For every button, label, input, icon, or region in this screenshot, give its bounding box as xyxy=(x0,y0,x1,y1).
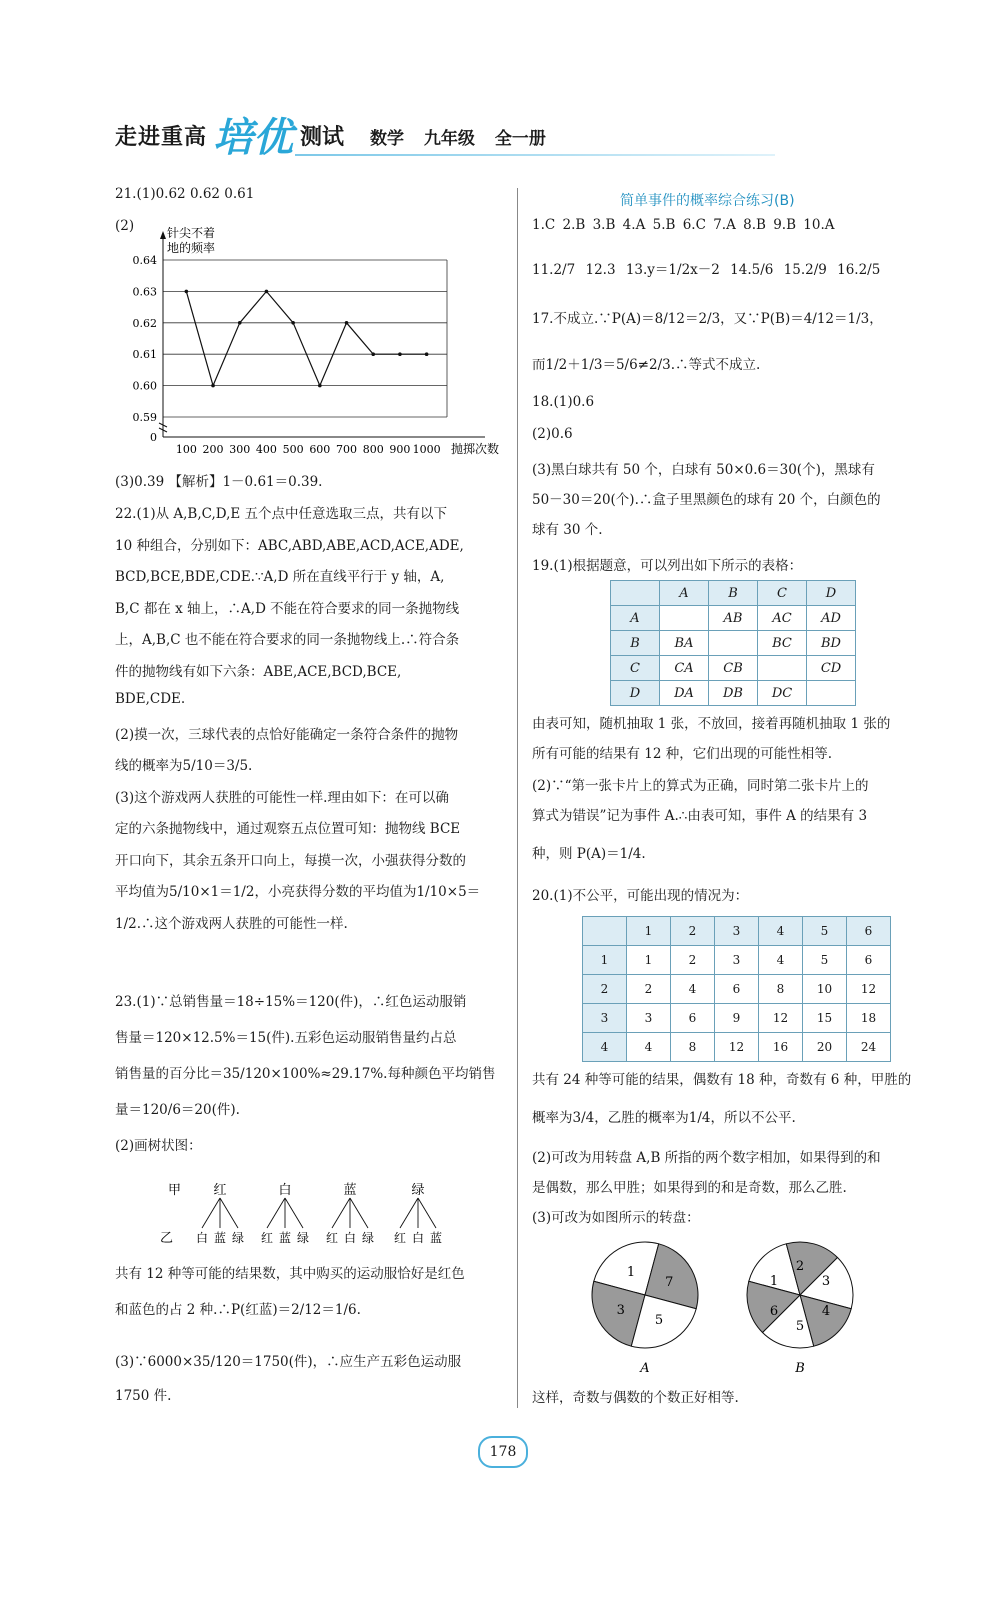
data-point xyxy=(185,290,189,294)
table19-cell: C xyxy=(611,656,660,681)
table20-cell: 6 xyxy=(671,1004,715,1033)
x-tick-label: 800 xyxy=(362,443,384,456)
tree-branch xyxy=(285,1198,303,1228)
q20-text3: (2)可改为用转盘 A,B 所指的两个数字相加，如果得到的和 xyxy=(532,1150,881,1166)
tree-child-node: 白 xyxy=(195,1231,209,1245)
table20-cell: 2 xyxy=(627,975,671,1004)
spinner-b-number: 2 xyxy=(795,1259,805,1274)
data-point xyxy=(291,321,295,325)
q23-line-8: (3)∵6000×35/120＝1750(件)，∴应生产五彩色运动服 xyxy=(115,1354,462,1370)
spinner-a-number: 3 xyxy=(616,1303,625,1318)
table19-cell: AB xyxy=(709,606,758,631)
q21-part3: (3)0.39 【解析】1－0.61＝0.39. xyxy=(115,474,323,490)
data-point xyxy=(318,384,322,388)
x-tick-label: 100 xyxy=(175,443,197,456)
data-point xyxy=(425,352,429,356)
table19-cell: DB xyxy=(709,681,758,706)
table20-cell: 3 xyxy=(583,1004,627,1033)
tree-parent-node: 绿 xyxy=(411,1183,425,1198)
table19-cell: AC xyxy=(758,606,807,631)
y-tick-label: 0.60 xyxy=(132,379,157,393)
table20-cell: 8 xyxy=(759,975,803,1004)
table19-cell: B xyxy=(611,631,660,656)
q22-line-2: 10 种组合，分别如下：ABC,ABD,ABE,ACD,ACE,ADE, xyxy=(115,537,464,554)
table20-header-cell: 3 xyxy=(715,917,759,946)
q23-line-1: 23.(1)∵总销售量＝18÷15%＝120(件)，∴红色运动服销 xyxy=(115,994,467,1010)
q19-intro: 19.(1)根据题意，可以列出如下所示的表格： xyxy=(532,558,803,574)
table20-header-cell xyxy=(583,917,627,946)
x-tick-label: 400 xyxy=(255,443,277,456)
q18-line1: 18.(1)0.6 xyxy=(532,394,595,410)
header-title-part1: 走进重高 xyxy=(115,125,208,150)
table19-cell: CD xyxy=(807,656,856,681)
data-point xyxy=(238,321,242,325)
answers-row-1: 1.C 2.B 3.B 4.A 5.B 6.C 7.A 8.B 9.B 10.A xyxy=(532,217,835,233)
q23-line-7: 和蓝色的占 2 种.∴P(红蓝)＝2/12＝1/6. xyxy=(115,1302,361,1318)
spinner-a-label: A xyxy=(640,1361,650,1376)
tree-parent-node: 蓝 xyxy=(343,1183,357,1198)
table20-cell: 6 xyxy=(847,946,891,975)
y-tick-label: 0.61 xyxy=(132,348,157,362)
page-header xyxy=(115,112,775,162)
tree-child-node: 红 xyxy=(393,1231,407,1245)
frequency-line-chart xyxy=(115,225,505,465)
answers-row-2: 11.2/7 12.3 13.y＝1/2x－2 14.5/6 15.2/9 16.2/5 xyxy=(532,262,881,278)
tree-child-node: 红 xyxy=(325,1231,339,1245)
table19-cell: CB xyxy=(709,656,758,681)
tree-child-node: 绿 xyxy=(361,1231,375,1245)
table20-cell: 16 xyxy=(759,1033,803,1062)
tree-child-node: 白 xyxy=(411,1231,425,1245)
x-tick-label: 700 xyxy=(336,443,358,456)
q19-text4: 算式为错误”记为事件 A.∴由表可知，事件 A 的结果有 3 xyxy=(532,808,868,824)
q23-line-9: 1750 件. xyxy=(115,1388,172,1404)
tree-parent-node: 白 xyxy=(278,1183,292,1198)
table20-cell: 9 xyxy=(715,1004,759,1033)
q21-part2: (2) xyxy=(115,218,135,234)
table20-cell: 15 xyxy=(803,1004,847,1033)
table19-header-cell: B xyxy=(709,581,758,606)
q20-text2: 概率为3/4，乙胜的概率为1/4，所以不公平. xyxy=(532,1110,796,1126)
spinner-b-number: 6 xyxy=(769,1304,779,1319)
q22-line-11: 定的六条抛物线中，通过观察五点位置可知：抛物线 BCE xyxy=(115,821,461,837)
data-point xyxy=(398,352,402,356)
q22-line-10: (3)这个游戏两人获胜的可能性一样.理由如下：在可以确 xyxy=(115,789,449,806)
table20-cell: 20 xyxy=(803,1033,847,1062)
table20-header-cell: 1 xyxy=(627,917,671,946)
q23-line-3: 销售量的百分比＝35/120×100%≈29.17%.每种颜色平均销售 xyxy=(115,1066,496,1082)
q18-line4: 50－30＝20(个).∴盒子里黑颜色的球有 20 个，白颜色的 xyxy=(532,492,881,508)
q22-line-14: 1/2.∴这个游戏两人获胜的可能性一样. xyxy=(115,915,348,932)
q23-line-4: 量＝120/6＝20(件). xyxy=(115,1102,240,1118)
q22-line-13: 平均值为5/10×1＝1/2，小亮获得分数的平均值为1/10×5＝ xyxy=(115,884,481,900)
table20-cell: 18 xyxy=(847,1004,891,1033)
data-point xyxy=(265,290,269,294)
y-tick-label: 0.62 xyxy=(132,316,157,330)
tree-child-node: 蓝 xyxy=(213,1231,227,1245)
tree-child-node: 蓝 xyxy=(278,1231,292,1245)
tree-branch xyxy=(202,1198,220,1228)
y-axis-label-line2: 地的频率 xyxy=(167,241,216,255)
x-tick-label: 200 xyxy=(202,443,224,456)
q20-text4: 是偶数，那么甲胜；如果得到的和是奇数，那么乙胜. xyxy=(532,1180,847,1196)
x-tick-label: 900 xyxy=(389,443,411,456)
y-axis-label-line1: 针尖不着 xyxy=(167,226,216,240)
q20-text1: 共有 24 种等可能的结果，偶数有 18 种，奇数有 6 种，甲胜的 xyxy=(532,1072,912,1088)
spinner-b-number: 5 xyxy=(795,1319,805,1334)
tree-child-node: 绿 xyxy=(296,1231,310,1245)
tree-branch xyxy=(332,1198,350,1228)
tree-branch xyxy=(220,1198,238,1228)
tree-diagram xyxy=(160,1180,460,1250)
table19-cell: DC xyxy=(758,681,807,706)
table20-cell: 12 xyxy=(847,975,891,1004)
q17-line2: 而1/2＋1/3＝5/6≠2/3.∴等式不成立. xyxy=(532,357,761,373)
spinner-a-number: 1 xyxy=(626,1264,636,1280)
q23-line-6: 共有 12 种等可能的结果数，其中购买的运动服恰好是红色 xyxy=(115,1266,465,1282)
table20-cell: 3 xyxy=(715,946,759,975)
table20-cell: 10 xyxy=(803,975,847,1004)
q22-line-3: BCD,BCE,BDE,CDE.∵A,D 所在直线平行于 y 轴，A, xyxy=(115,569,445,585)
table19-cell: BA xyxy=(660,631,709,656)
spinner-a-number: 7 xyxy=(665,1275,674,1290)
table19-cell: DA xyxy=(660,681,709,706)
column-divider xyxy=(517,188,518,1408)
tree-branch xyxy=(350,1198,368,1228)
data-point xyxy=(371,352,375,356)
table19-cell: AD xyxy=(807,606,856,631)
y-tick-label: 0.63 xyxy=(132,285,157,299)
q22-line-6: 件的抛物线有如下六条：ABE,ACE,BCD,BCE, xyxy=(115,663,402,680)
x-tick-label: 1000 xyxy=(412,443,441,456)
table19-cell: D xyxy=(611,681,660,706)
table20-cell: 4 xyxy=(671,975,715,1004)
table19-cell: CA xyxy=(660,656,709,681)
spinner-b-number: 3 xyxy=(821,1274,831,1289)
q17-line1: 17.不成立.∵P(A)＝8/12＝2/3，又∵P(B)＝4/12＝1/3， xyxy=(532,311,883,327)
table20-cell: 4 xyxy=(759,946,803,975)
y-tick-label-zero: 0 xyxy=(150,431,157,444)
table19-cell: BD xyxy=(807,631,856,656)
tree-child-node: 白 xyxy=(343,1231,357,1245)
table19-cell xyxy=(709,631,758,656)
table20-cell: 24 xyxy=(847,1033,891,1062)
table20-cell: 2 xyxy=(671,946,715,975)
table20-cell: 1 xyxy=(627,946,671,975)
table20-header-cell: 2 xyxy=(671,917,715,946)
q22-line-1: 22.(1)从 A,B,C,D,E 五个点中任意选取三点，共有以下 xyxy=(115,506,448,522)
spinner-a-number: 5 xyxy=(654,1313,664,1329)
q19-text1: 由表可知，随机抽取 1 张，不放回，接着再随机抽取 1 张的 xyxy=(532,716,891,732)
frequency-line xyxy=(186,291,426,385)
table20-cell: 1 xyxy=(583,946,627,975)
table20-cell: 12 xyxy=(715,1033,759,1062)
table20-cell: 2 xyxy=(583,975,627,1004)
q22-line-8: (2)摸一次，三球代表的点恰好能确定一条符合条件的抛物 xyxy=(115,726,459,743)
data-point xyxy=(345,321,349,325)
header-underline xyxy=(295,154,775,156)
table20-cell: 5 xyxy=(803,946,847,975)
q22-line-9: 线的概率为5/10＝3/5. xyxy=(115,758,253,774)
q18-line2: (2)0.6 xyxy=(532,426,573,442)
q23-line-5: (2)画树状图： xyxy=(115,1138,202,1154)
table20-header-cell: 6 xyxy=(847,917,891,946)
q22-line-4: B,C 都在 x 轴上，∴A,D 不能在符合要求的同一条抛物线 xyxy=(115,600,460,617)
y-axis-arrow xyxy=(160,231,166,239)
header-title-part2: 培优 xyxy=(213,115,293,161)
table20-cell: 12 xyxy=(759,1004,803,1033)
y-tick-label: 0.64 xyxy=(132,254,157,267)
spinner-b-number: 4 xyxy=(821,1304,831,1319)
table19-header-cell: A xyxy=(660,581,709,606)
tree-row2-label: 乙 xyxy=(160,1231,174,1246)
q18-line3: (3)黑白球共有 50 个，白球有 50×0.6＝30(个)，黑球有 xyxy=(532,462,875,478)
table20-cell: 8 xyxy=(671,1033,715,1062)
table-20 xyxy=(582,916,891,1062)
tree-child-node: 绿 xyxy=(231,1231,245,1245)
tree-branch xyxy=(418,1198,436,1228)
table20-cell: 3 xyxy=(627,1004,671,1033)
q19-text3: (2)∵“第一张卡片上的算式为正确，同时第二张卡片上的 xyxy=(532,778,869,794)
q22-line-5: 上，A,B,C 也不能在符合要求的同一条抛物线上.∴符合条 xyxy=(115,632,460,648)
section-title: 简单事件的概率综合练习(B) xyxy=(620,193,795,209)
q20-text6: 这样，奇数与偶数的个数正好相等. xyxy=(532,1390,739,1406)
table20-cell: 6 xyxy=(715,975,759,1004)
q23-line-2: 售量＝120×12.5%＝15(件).五彩色运动服销售量约占总 xyxy=(115,1030,457,1046)
x-axis-label: 抛掷次数 xyxy=(451,442,500,456)
tree-branch xyxy=(267,1198,285,1228)
q20-text5: (3)可改为如图所示的转盘： xyxy=(532,1210,700,1226)
x-tick-label: 500 xyxy=(282,443,304,456)
table-19 xyxy=(610,580,856,706)
q20-intro: 20.(1)不公平，可能出现的情况为： xyxy=(532,888,749,904)
tree-parent-node: 红 xyxy=(213,1183,227,1198)
table20-header-cell: 4 xyxy=(759,917,803,946)
table19-cell xyxy=(758,656,807,681)
page-number: 178 xyxy=(478,1436,528,1468)
table19-header-cell: D xyxy=(807,581,856,606)
q19-text5: 种，则 P(A)＝1/4. xyxy=(532,846,646,862)
tree-branch xyxy=(400,1198,418,1228)
table20-header-cell: 5 xyxy=(803,917,847,946)
y-tick-label: 0.59 xyxy=(132,411,157,424)
q22-line-7: BDE,CDE. xyxy=(115,691,186,707)
table19-cell xyxy=(807,681,856,706)
tree-child-node: 红 xyxy=(260,1231,274,1245)
table19-header-cell xyxy=(611,581,660,606)
table19-cell: A xyxy=(611,606,660,631)
x-tick-label: 300 xyxy=(229,443,251,456)
header-subtitle: 数学 九年级 全一册 xyxy=(370,129,546,149)
q19-text2: 所有可能的结果有 12 种，它们出现的可能性相等. xyxy=(532,746,833,762)
header-title-part3: 测试 xyxy=(300,125,345,150)
q21-part1: 21.(1)0.62 0.62 0.61 xyxy=(115,186,255,202)
q22-line-12: 开口向下，其余五条开口向上，每摸一次，小强获得分数的 xyxy=(115,852,466,869)
table19-header-cell: C xyxy=(758,581,807,606)
spinner-b-label: B xyxy=(795,1361,805,1376)
table20-cell: 4 xyxy=(627,1033,671,1062)
q18-line5: 球有 30 个. xyxy=(532,522,603,538)
tree-child-node: 蓝 xyxy=(429,1231,443,1245)
table19-cell: BC xyxy=(758,631,807,656)
spinner-b-number: 1 xyxy=(769,1274,779,1289)
data-point xyxy=(211,384,215,388)
tree-row1-label: 甲 xyxy=(168,1183,182,1198)
table19-cell xyxy=(660,606,709,631)
x-tick-label: 600 xyxy=(309,443,331,456)
table20-cell: 4 xyxy=(583,1033,627,1062)
spinners-figure xyxy=(590,1240,930,1380)
